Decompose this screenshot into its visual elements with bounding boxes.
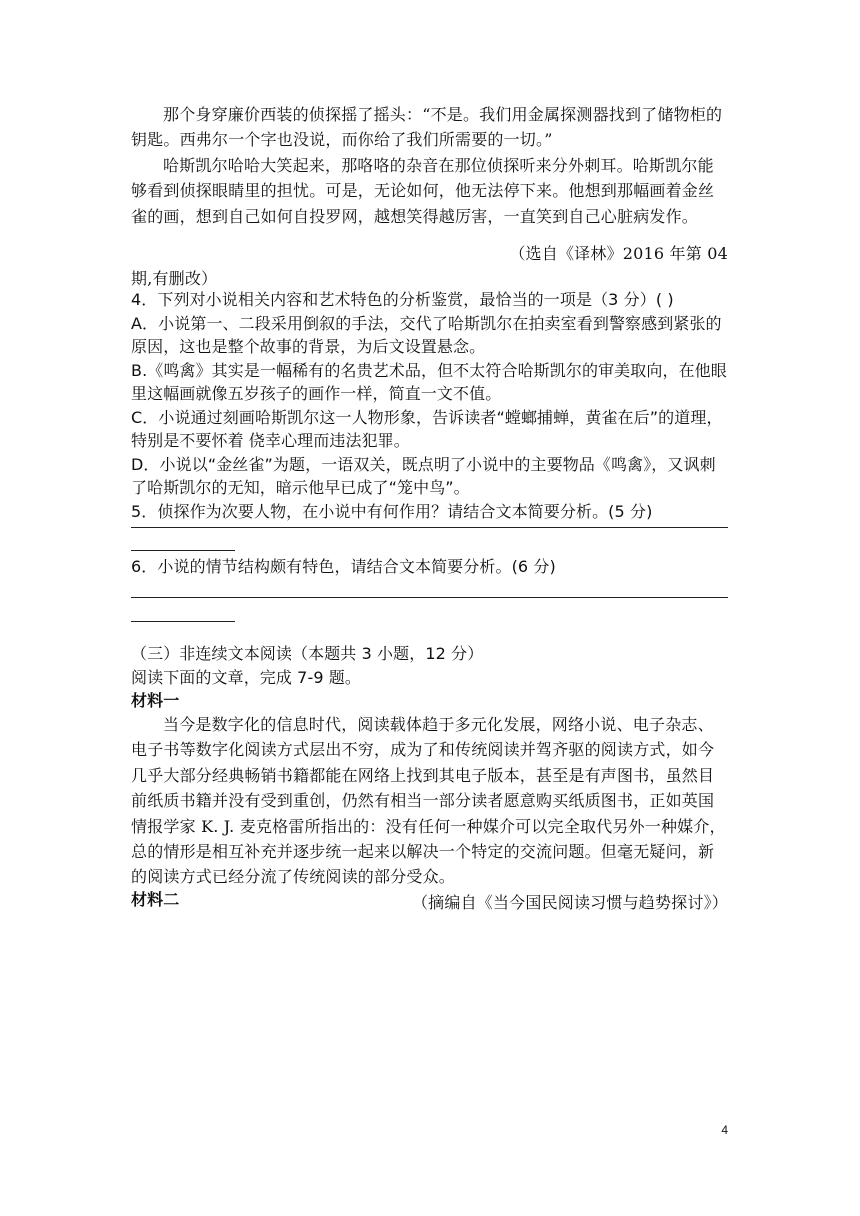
question-4-option-c: C．小说通过刻画哈斯凯尔这一人物形象，告诉读者“螳螂捕蝉，黄雀在后”的道理，特别是不要怀着 侥幸心理而违法犯罪。 [131, 407, 723, 450]
material-1-title: 材料一 [131, 691, 180, 710]
material-1-source: （摘编自《当今国民阅读习惯与趋势探讨》） [411, 892, 728, 912]
question-6-stem: 6．小说的情节结构颇有特色，请结合文本简要分析。(6 分) [131, 557, 556, 576]
page-number: 4 [721, 1123, 728, 1137]
story-source-line-1: （选自《译林》2016 年第 04 [509, 244, 728, 263]
question-6 [131, 555, 728, 579]
answer-line-q6-long [131, 597, 728, 598]
material-2-title: 材料二 [131, 890, 180, 909]
story-source [131, 241, 728, 292]
question-4-stem: 4．下列对小说相关内容和艺术特色的分析鉴赏，最恰当的一项是（3 分）( ) [131, 290, 674, 309]
question-4-option-b: B.《鸣禽》其实是一幅稀有的名贵艺术品，但不太符合哈斯凯尔的审美取向，在他眼里这幅画就像五岁孩子的画作一样，简直一文不值。 [131, 360, 727, 403]
story-paragraph-1: 那个身穿廉价西装的侦探摇了摇头：“不是。我们用金属探测器找到了储物柜的钥匙。西弗尔一个字也没说，而你给了我们所需要的一切。” [131, 105, 723, 150]
question-4-option-d: D．小说以“金丝雀”为题，一语双关，既点明了小说中的主要物品《鸣禽》，又讽刺了哈斯凯尔的无知，暗示他早已成了“笼中鸟”。 [131, 454, 716, 497]
question-5-stem: 5．侦探作为次要人物，在小说中有何作用？请结合文本简要分析。(5 分) [131, 501, 653, 521]
answer-line-q6-short [131, 621, 235, 622]
answer-line-q5-long [131, 527, 728, 528]
section-3 [131, 642, 728, 713]
question-4 [131, 288, 728, 523]
question-4-option-a: A．小说第一、二段采用倒叙的手法，交代了哈斯凯尔在拍卖室看到警察感到紧张的原因，这也是整个故事的背景，为后文设置悬念。 [131, 313, 722, 356]
section-3-instruction: 阅读下面的文章，完成 7-9 题。 [131, 667, 362, 687]
story-continuation [131, 102, 728, 229]
story-source-line-2: 期,有删改） [131, 269, 218, 289]
story-paragraph-2: 哈斯凯尔哈哈大笑起来，那咯咯的杂音在那位侦探听来分外刺耳。哈斯凯尔能够看到侦探眼睛里的担忧。可是，无论如何，他无法停下来。他想到那幅画着金丝雀的画，想到自己如何自投罗网，越想笑得越厉害，一直笑到自己心脏病发作。 [131, 155, 715, 226]
material-2 [131, 888, 728, 912]
material-1-text: 当今是数字化的信息时代，阅读载体趋于多元化发展，网络小说、电子杂志、电子书等数字化阅读方式层出不穷，成为了和传统阅读并驾齐驱的阅读方式，如今几乎大部分经典畅销书籍都能在网络上找到其电子版本，甚至是有声图书，虽然目前纸质书籍并没有受到重创，仍然有相当一部分读者愿意购买纸质图书，正如英国情报学家 K. J. 麦克格雷所指出的：没有任何一种媒介可以完全取代另外一种媒介，总的情形是相互补充并逐步统一起来以解决一个特定的交流问题。但毫无疑问，新的阅读方式已经分流了传统阅读的部分受众。 [131, 715, 726, 887]
material-1 [131, 712, 728, 915]
section-3-heading: （三）非连续文本阅读（本题共 3 小题，12 分） [131, 644, 484, 663]
answer-line-q5-short [131, 550, 235, 551]
